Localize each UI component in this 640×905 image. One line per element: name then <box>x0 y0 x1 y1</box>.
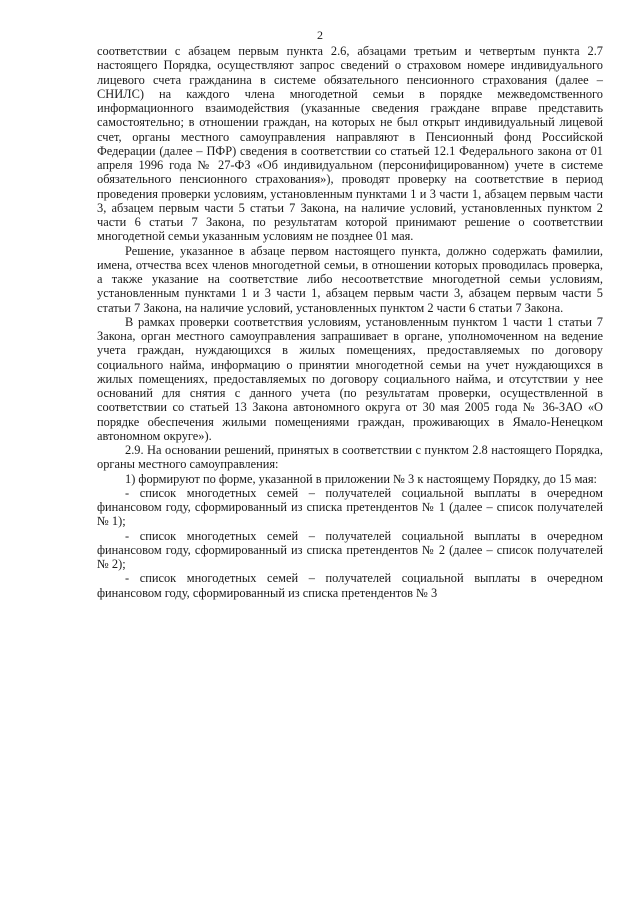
paragraph-continuation: соответствии с абзацем первым пункта 2.6, абзацами третьим и четвертым пункта 2.7 настоящего Порядка, осуществляют запрос сведений о страховом номере индивидуального лицевого счета гражданина в системе обязательного пенсионного страхования (далее – СНИЛС) на каждого члена многодетной семьи в порядке межведомственного информационного взаимодействия (указанные сведения граждане вправе представить самостоятельно; в отношении граждан, на которых не был открыт индивидуальный лицевой счет, органы местного самоуправления направляют в Пенсионный фонд Российской Федерации (далее – ПФР) сведения в соответствии со статьей 12.1 Федерального закона от 01 апреля 1996 года № 27-ФЗ «Об индивидуальном (персонифицированном) учете в системе обязательного пенсионного страхования»), проводят проверку на соответствие в период проведения проверки условиям, установленным пунктами 1 и 3 части 1, абзацем первым части 3, абзацем первым части 5 статьи 7 Закона, на наличие условий, установленных пунктом 2 части 6 статьи 7 Закона, по результатам которой принимают решение о соответствии многодетной семьи указанным условиям не позднее 01 мая. <box>97 44 603 244</box>
page-number: 2 <box>317 28 323 42</box>
paragraph-decision: Решение, указанное в абзаце первом настоящего пункта, должно содержать фамилии, имена, отчества всех членов многодетной семьи, в отношении которых проводилась проверка, а также указание на соответствие либо несоответствие многодетной семьи условиям, установленным пунктами 1 и 3 части 1, абзацем первым части 3, абзацем первым части 5 статьи 7 Закона, на наличие условий, установленных пунктом 2 части 6 статьи 7 Закона. <box>97 243 603 315</box>
document-body <box>97 44 603 600</box>
paragraph-section-2-9: 2.9. На основании решений, принятых в соответствии с пунктом 2.8 настоящего Порядка, органы местного самоуправления: <box>97 443 603 472</box>
list-item-recipients-3: - список многодетных семей – получателей социальной выплаты в очередном финансовом году, сформированный из списка претендентов № 3 <box>97 571 603 600</box>
paragraph-verification: В рамках проверки соответствия условиям, установленным пунктом 1 части 1 статьи 7 Закона, орган местного самоуправления запрашивает в органе, уполномоченном на ведение учета граждан, нуждающихся в жилых помещениях, предоставляемых по договору социального найма, информацию о принятии многодетной семьи на учет нуждающихся в жилых помещениях, предоставляемых по договору социального найма, и отсутствии у нее оснований для снятия с данного учета (по результатам проверки, осуществленной в соответствии со статьей 13 Закона автономного округа от 30 мая 2005 года № 36-ЗАО «О порядке обеспечения жилыми помещениями граждан, проживающих в Ямало-Ненецком автономном округе»). <box>97 314 603 443</box>
list-item-recipients-1: - список многодетных семей – получателей социальной выплаты в очередном финансовом году, сформированный из списка претендентов № 1 (далее – список получателей № 1); <box>97 485 603 529</box>
paragraph-item-1: 1) формируют по форме, указанной в приложении № 3 к настоящему Порядку, до 15 мая: <box>125 471 597 486</box>
list-item-recipients-2: - список многодетных семей – получателей социальной выплаты в очередном финансовом году, сформированный из списка претендентов № 2 (далее – список получателей № 2); <box>97 528 603 571</box>
